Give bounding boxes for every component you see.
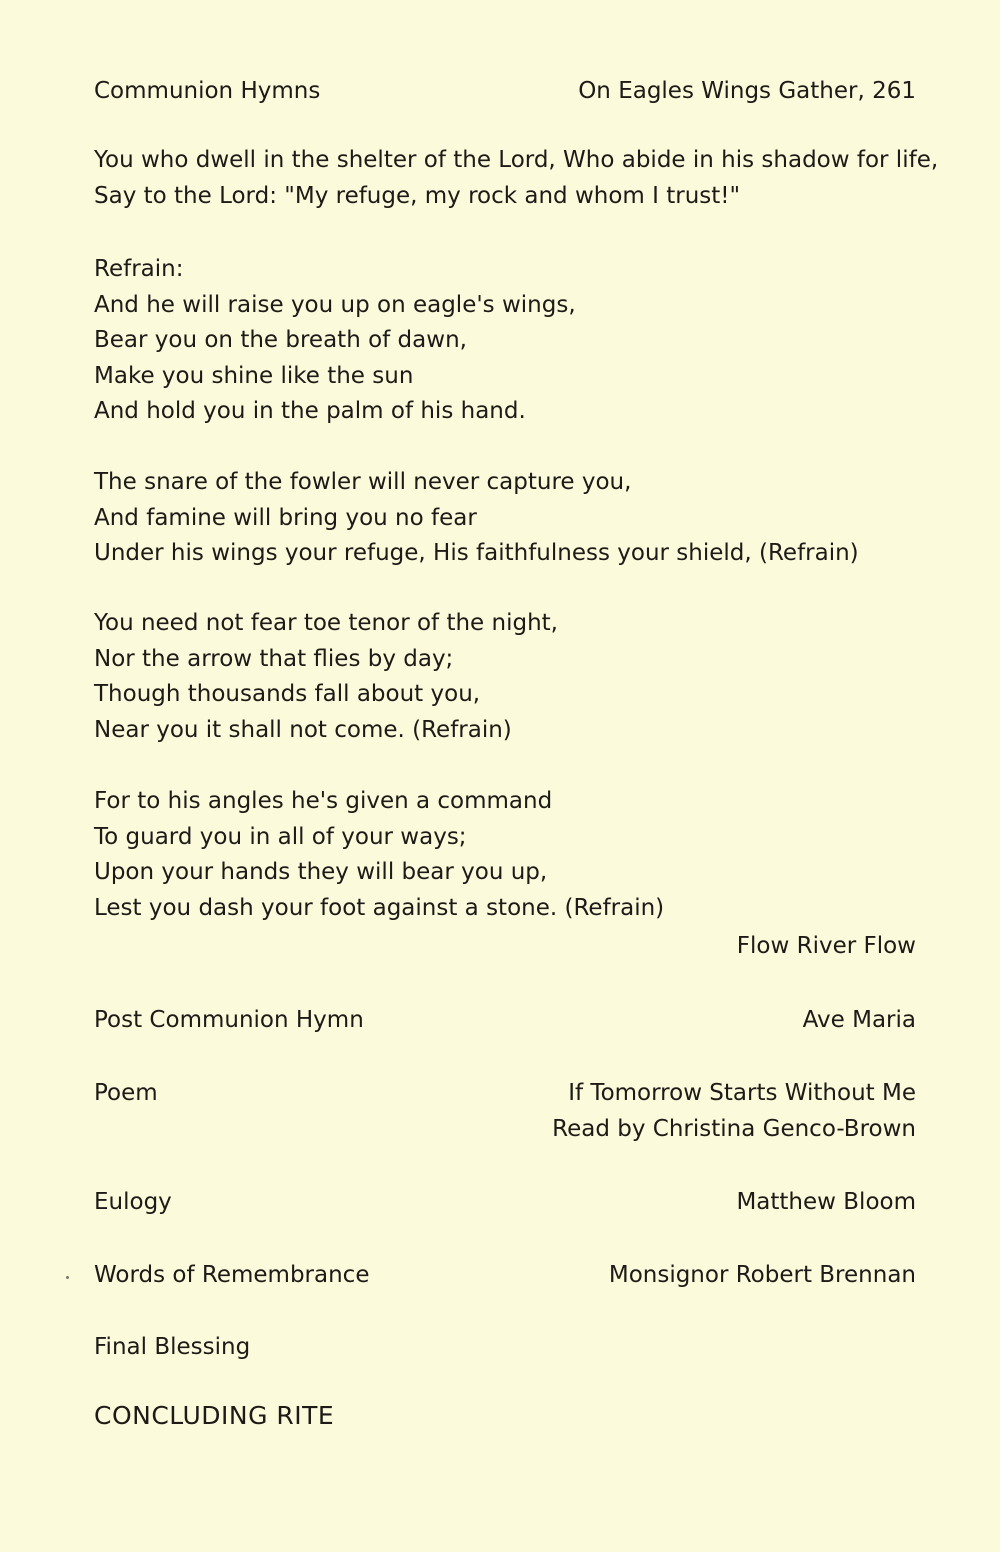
stanza-line: You who dwell in the shelter of the Lord, Who abide in his shadow for life, bbox=[94, 147, 939, 173]
program-row-final-blessing bbox=[94, 1329, 916, 1365]
stanza-line: Under his wings your refuge, His faithfulness your shield, (Refrain) bbox=[94, 540, 859, 566]
program-detail: Ave Maria bbox=[802, 1007, 916, 1033]
program-detail: Monsignor Robert Brennan bbox=[608, 1262, 916, 1288]
stanza-line: Make you shine like the sun bbox=[94, 362, 414, 389]
poem-title: If Tomorrow Starts Without Me bbox=[568, 1080, 916, 1106]
stanza-line: And hold you in the palm of his hand. bbox=[94, 398, 526, 424]
second-hymn-title: Flow River Flow bbox=[736, 933, 916, 959]
program-label: Post Communion Hymn bbox=[94, 1007, 364, 1033]
stanza-line: Near you it shall not come. (Refrain) bbox=[94, 716, 512, 743]
paper-speck bbox=[66, 1276, 69, 1279]
stanza-line: Upon your hands they will bear you up, bbox=[94, 859, 548, 885]
stanza-line: To guard you in all of your ways; bbox=[94, 823, 467, 850]
stanza-line: For to his angles he's given a command bbox=[94, 788, 553, 814]
program-row-poem bbox=[94, 1075, 916, 1147]
program-detail: Matthew Bloom bbox=[736, 1189, 916, 1215]
program-row-remembrance bbox=[94, 1257, 916, 1293]
refrain-stanza bbox=[94, 252, 924, 430]
stanza-3 bbox=[94, 465, 924, 572]
stanza-5 bbox=[94, 784, 924, 926]
program-row-post-communion bbox=[94, 1002, 916, 1038]
program-label: Poem bbox=[94, 1080, 158, 1106]
stanza-line: And famine will bring you no fear bbox=[94, 504, 477, 531]
poem-reader: Read by Christina Genco-Brown bbox=[552, 1116, 916, 1142]
section-title: Communion Hymns bbox=[94, 78, 321, 104]
program-details bbox=[552, 1075, 916, 1147]
closing-heading: CONCLUDING RITE bbox=[94, 1401, 335, 1430]
stanza-1 bbox=[94, 143, 939, 214]
program-label: Eulogy bbox=[94, 1189, 172, 1215]
stanza-line: Lest you dash your foot against a stone. (Refrain) bbox=[94, 894, 665, 921]
stanza-line: Say to the Lord: "My refuge, my rock and whom I trust!" bbox=[94, 182, 741, 209]
hymn-title: On Eagles Wings Gather, 261 bbox=[578, 78, 916, 104]
page-header bbox=[94, 76, 916, 106]
stanza-4 bbox=[94, 606, 924, 748]
program-label: Words of Remembrance bbox=[94, 1262, 370, 1288]
stanza-line: Though thousands fall about you, bbox=[94, 681, 481, 707]
stanza-line: The snare of the fowler will never capture you, bbox=[94, 469, 632, 495]
stanza-line: Nor the arrow that flies by day; bbox=[94, 645, 454, 672]
refrain-heading: Refrain: bbox=[94, 256, 184, 282]
program-label: Final Blessing bbox=[94, 1334, 251, 1360]
program-row-eulogy bbox=[94, 1184, 916, 1220]
stanza-line: You need not fear toe tenor of the night, bbox=[94, 610, 558, 636]
stanza-line: And he will raise you up on eagle's wings, bbox=[94, 291, 576, 318]
stanza-line: Bear you on the breath of dawn, bbox=[94, 327, 467, 353]
